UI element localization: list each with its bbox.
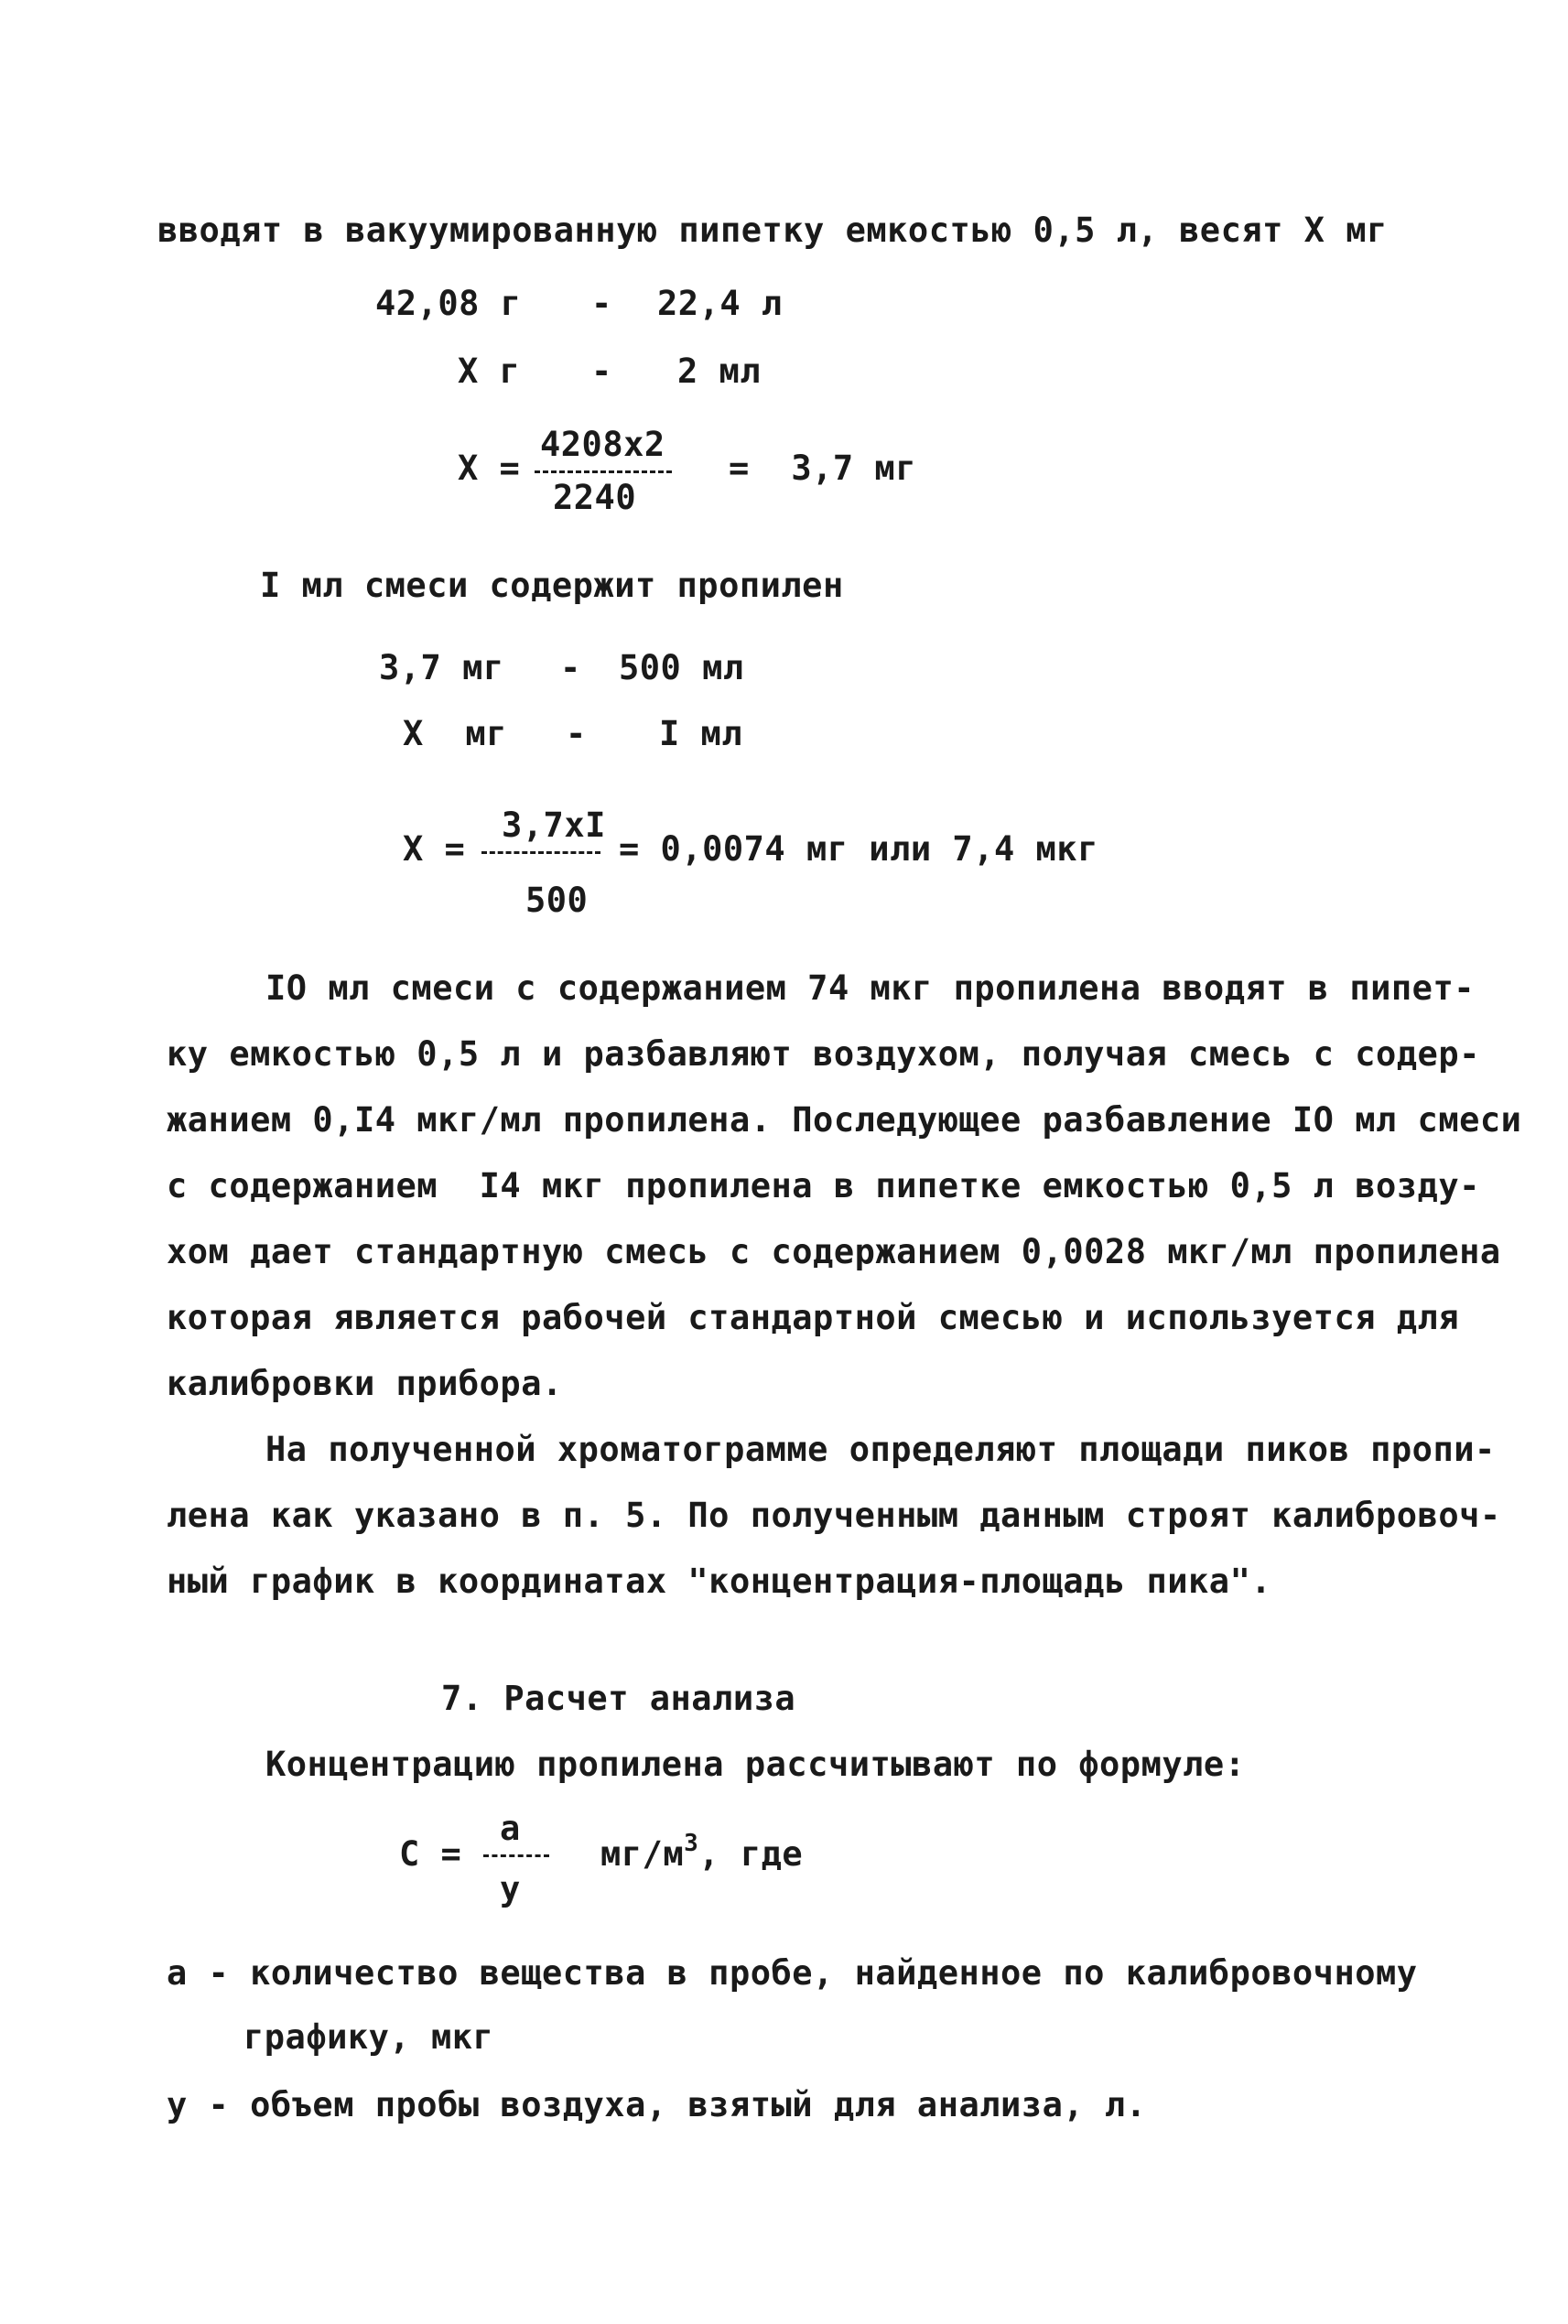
fraction-bar (535, 470, 672, 473)
unit-text: мг/м (600, 1834, 685, 1874)
proportion-term: X г (458, 351, 521, 391)
section-heading: 7. Расчет анализа (441, 1679, 796, 1718)
proportion-dash: - (566, 714, 587, 753)
fraction-bar (481, 851, 600, 854)
proportion-dash: - (591, 351, 612, 391)
proportion-term: 3,7 мг (379, 648, 504, 687)
paragraph-line: лена как указано в п. 5. По полученным данным строят калибровоч- (167, 1496, 1501, 1535)
definition-line: графику, мкг (243, 2017, 494, 2057)
fraction-bar (483, 1854, 549, 1857)
paragraph-line: Концентрацию пропилена рассчитывают по формуле: (265, 1745, 1246, 1784)
proportion-term: 22,4 л (657, 284, 783, 323)
fraction-denominator: 2240 (553, 478, 637, 517)
equation-rhs: = 3,7 мг (729, 449, 916, 488)
paragraph-line: жанием 0,I4 мкг/мл пропилена. Последующее разбавление IO мл смеси (167, 1100, 1522, 1140)
paragraph-line: которая является рабочей стандартной смесью и используется для (167, 1298, 1460, 1337)
proportion-term: 500 мл (619, 648, 744, 687)
paragraph-line: ный график в координатах "концентрация-площадь пика". (167, 1562, 1272, 1601)
text-line: вводят в вакуумированную пипетку емкостью 0,5 л, весят X мг (157, 211, 1388, 250)
proportion-term: X мг (403, 714, 507, 753)
equation-lhs: X = (458, 449, 521, 488)
proportion-dash: - (591, 284, 612, 323)
paragraph-line: хом дает стандартную смесь с содержанием 0,0028 мкг/мл пропилена (167, 1232, 1501, 1271)
equation-rhs: = 0,0074 мг или 7,4 мкг (619, 829, 1098, 869)
fraction-numerator: 3,7xI (502, 805, 606, 845)
unit-superscript: 3 (684, 1830, 699, 1857)
paragraph-line: На полученной хроматограмме определяют площади пиков пропи- (265, 1430, 1496, 1469)
paragraph-line: ку емкостью 0,5 л и разбавляют воздухом, получая смесь с содер- (167, 1034, 1480, 1074)
equation-lhs: C = (399, 1834, 462, 1874)
paragraph-line: IO мл смеси с содержанием 74 мкг пропилена вводят в пипет- (265, 968, 1476, 1008)
fraction-numerator: 4208x2 (540, 425, 665, 464)
equation-lhs: X = (403, 829, 466, 869)
proportion-term: I мл (659, 714, 743, 753)
unit-tail: , где (698, 1834, 804, 1874)
fraction-denominator: у (500, 1869, 521, 1908)
paragraph-line: с содержанием I4 мкг пропилена в пипетке емкостью 0,5 л возду- (167, 1166, 1480, 1205)
proportion-term: 2 мл (677, 351, 762, 391)
equation-unit (600, 1830, 804, 1878)
definition-line: a - количество вещества в пробе, найденное по калибровочному (167, 1953, 1418, 1993)
fraction-numerator: a (500, 1809, 521, 1848)
definition-line: у - объем пробы воздуха, взятый для анализа, л. (167, 2085, 1147, 2124)
paragraph-line: калибровки прибора. (167, 1364, 563, 1403)
text-line: I мл смеси содержит пропилен (260, 566, 844, 605)
proportion-dash: - (560, 648, 581, 687)
fraction-denominator: 500 (525, 881, 589, 920)
proportion-term: 42,08 г (375, 284, 522, 323)
